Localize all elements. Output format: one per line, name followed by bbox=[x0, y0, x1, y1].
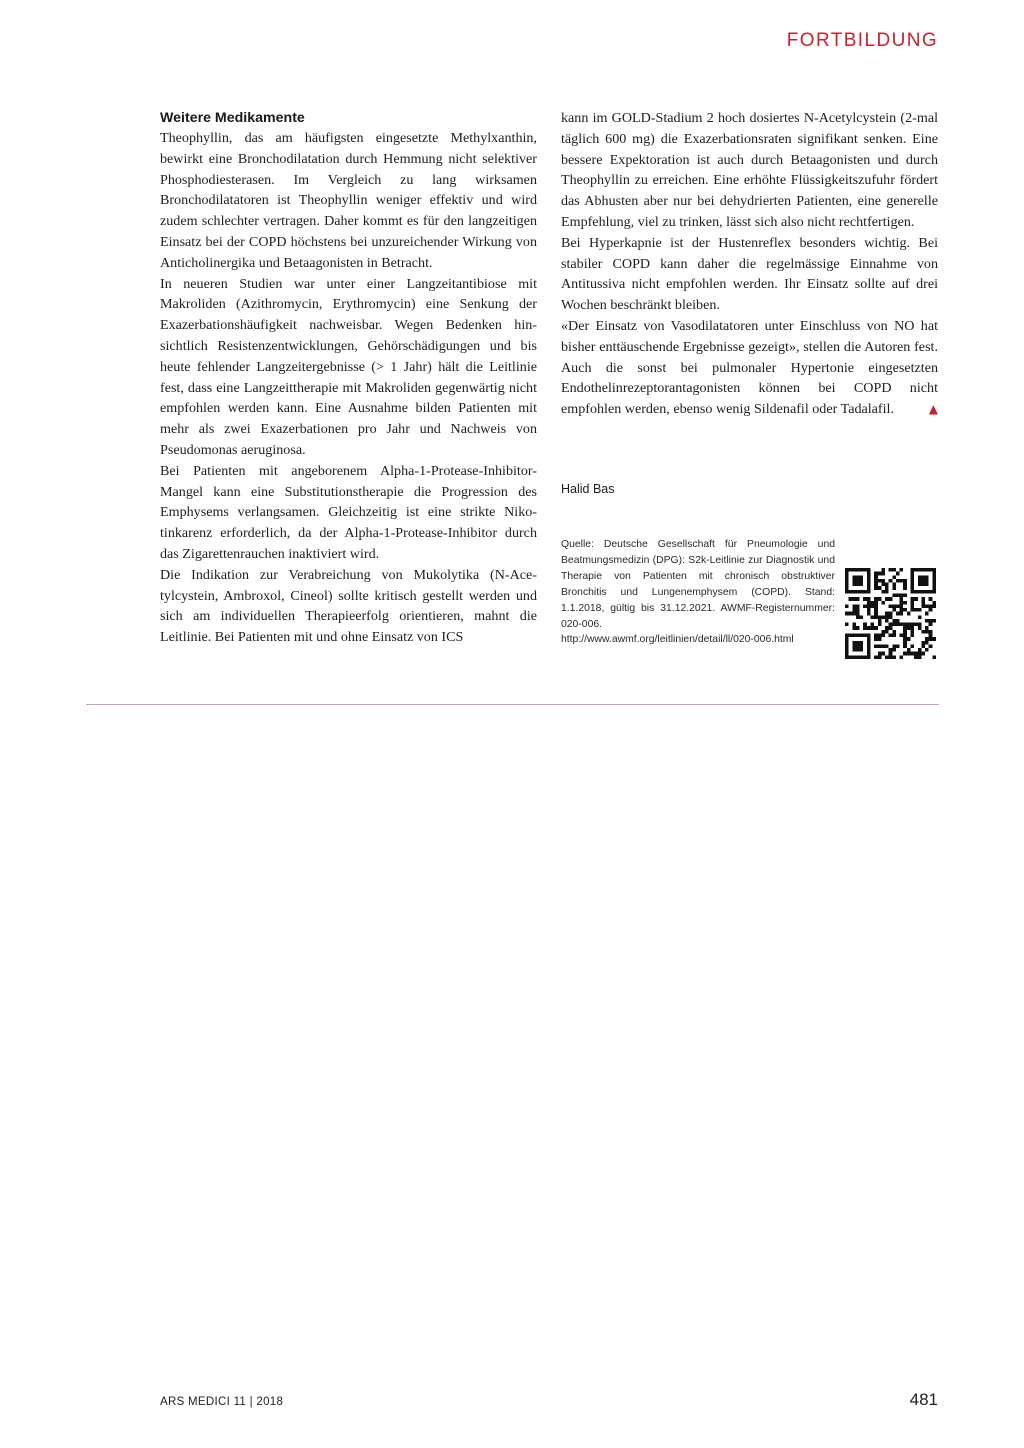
paragraph-vasodilatatoren-text: «Der Einsatz von Vasodilatatoren unter Einschluss von NO hat bisher enttäuschende Ergebnisse gezeigt», stellen die Autoren fest. Auch die sonst bei pulmonaler Hypertonie eingesetzten Endothelinrezeptorantagonisten können bei COPD nicht empfohlen werden, ebenso wenig Sildenafil oder Tadalafil. bbox=[561, 317, 938, 418]
paragraph-mukolytika: Die Indikation zur Verabreichung von Mukolytika (N-Acetylcystein, Ambroxol, Cineol) sollte kritisch gestellt werden und sich am individuellen Therapieerfolg orientieren, mahnt die Leitlinie. Bei Patienten mit und ohne Einsatz von ICS bbox=[160, 566, 537, 646]
paragraph-acetylcystein: kann im GOLD-Stadium 2 hoch dosiertes N-Acetylcystein (2-mal täglich 600 mg) die Exazerbationsraten signifikant senken. Eine bessere Expektoration ist auch durch Betaagonisten und durch Theophyllin zu erreichen. Eine erhöhte Flüssigkeitszufuhr fördert das Abhusten aber nur bei dehydrierten Patienten, eine generelle Empfehlung, viel zu trinken, lässt sich also nicht rechtfertigen. bbox=[561, 110, 938, 230]
section-label: FORTBILDUNG bbox=[786, 30, 938, 51]
horizontal-divider bbox=[86, 704, 939, 705]
paragraph-alpha1: Bei Patienten mit angeborenem Alpha-1-Protease-Inhibitor-Mangel kann eine Substitutionstherapie die Progression des Emphysems verlangsamen. Gleichzeitig ist eine strikte Nikotinkarenz erforderlich, da der Alpha-1-Protease-Inhibitor durch das Zigarettenrauchen inaktiviert wird. bbox=[160, 462, 537, 562]
right-column bbox=[561, 108, 938, 420]
paragraph-vasodilatatoren bbox=[561, 316, 938, 420]
end-mark-triangle-icon: ▲ bbox=[928, 402, 938, 417]
paragraph-theophyllin: Theophyllin, das am häufigsten eingesetzte Methylxanthin, bewirkt eine Bronchodilatation durch Hemmung nicht selektiver Phosphodiesterasen. Im Vergleich zu lang wirksamen Bronchodilatatoren ist Theophyllin weniger effektiv und wird zudem schlechter vertragen. Daher kommt es für den langzeitigen Einsatz bei der COPD höchstens bei unzureichender Wirkung von Anticholinergika und Betaagonisten in Betracht. bbox=[160, 130, 537, 271]
qr-code-icon[interactable] bbox=[845, 568, 936, 659]
paragraph-hyperkapnie: Bei Hyperkapnie ist der Hustenreflex besonders wichtig. Bei stabiler COPD kann daher die regelmässige Einnahme von Antitussiva nicht empfohlen werden. Ihr Einsatz sollte auf drei Wochen beschränkt bleiben. bbox=[561, 234, 938, 314]
source-url-link[interactable]: http://www.awmf.org/leitlinien/detail/ll/020-006.html bbox=[561, 634, 794, 646]
author-name: Halid Bas bbox=[561, 482, 615, 496]
source-text: Quelle: Deutsche Gesellschaft für Pneumologie und Beatmungsmedizin (DPG): S2k-Leitlinie zur Diagnostik und Therapie von Patienten mit chronisch obstruktiver Bronchitis und Lungenemphysem (COPD). Stand: 1.1.2018, gültig bis 31.12.2021. AWMF-Registernummer: 020-006. bbox=[561, 539, 835, 630]
left-column bbox=[160, 108, 537, 648]
source-reference bbox=[561, 537, 835, 648]
paragraph-makrolide: In neueren Studien war unter einer Langzeitantibiose mit Makroliden (Azithromycin, Erythromycin) eine Senkung der Exazerbationshäufigkeit nachweisbar. Wegen Bedenken hinsichtlich Resistenzentwicklungen, Gehörschädigungen und bis heute fehlender Langzeitergebnisse (> 1 Jahr) hält die Leitlinie fest, dass eine Langzeittherapie mit Makroliden gegenwärtig nicht empfohlen werden kann. Eine Ausnahme bilden Patienten mit mehr als zwei Exazerbationen pro Jahr und Nachweis von Pseudomonas aeruginosa. bbox=[160, 275, 537, 458]
footer-journal: ARS MEDICI 11 | 2018 bbox=[160, 1396, 284, 1408]
section-heading: Weitere Medikamente bbox=[160, 110, 305, 126]
page-number: 481 bbox=[909, 1390, 938, 1409]
